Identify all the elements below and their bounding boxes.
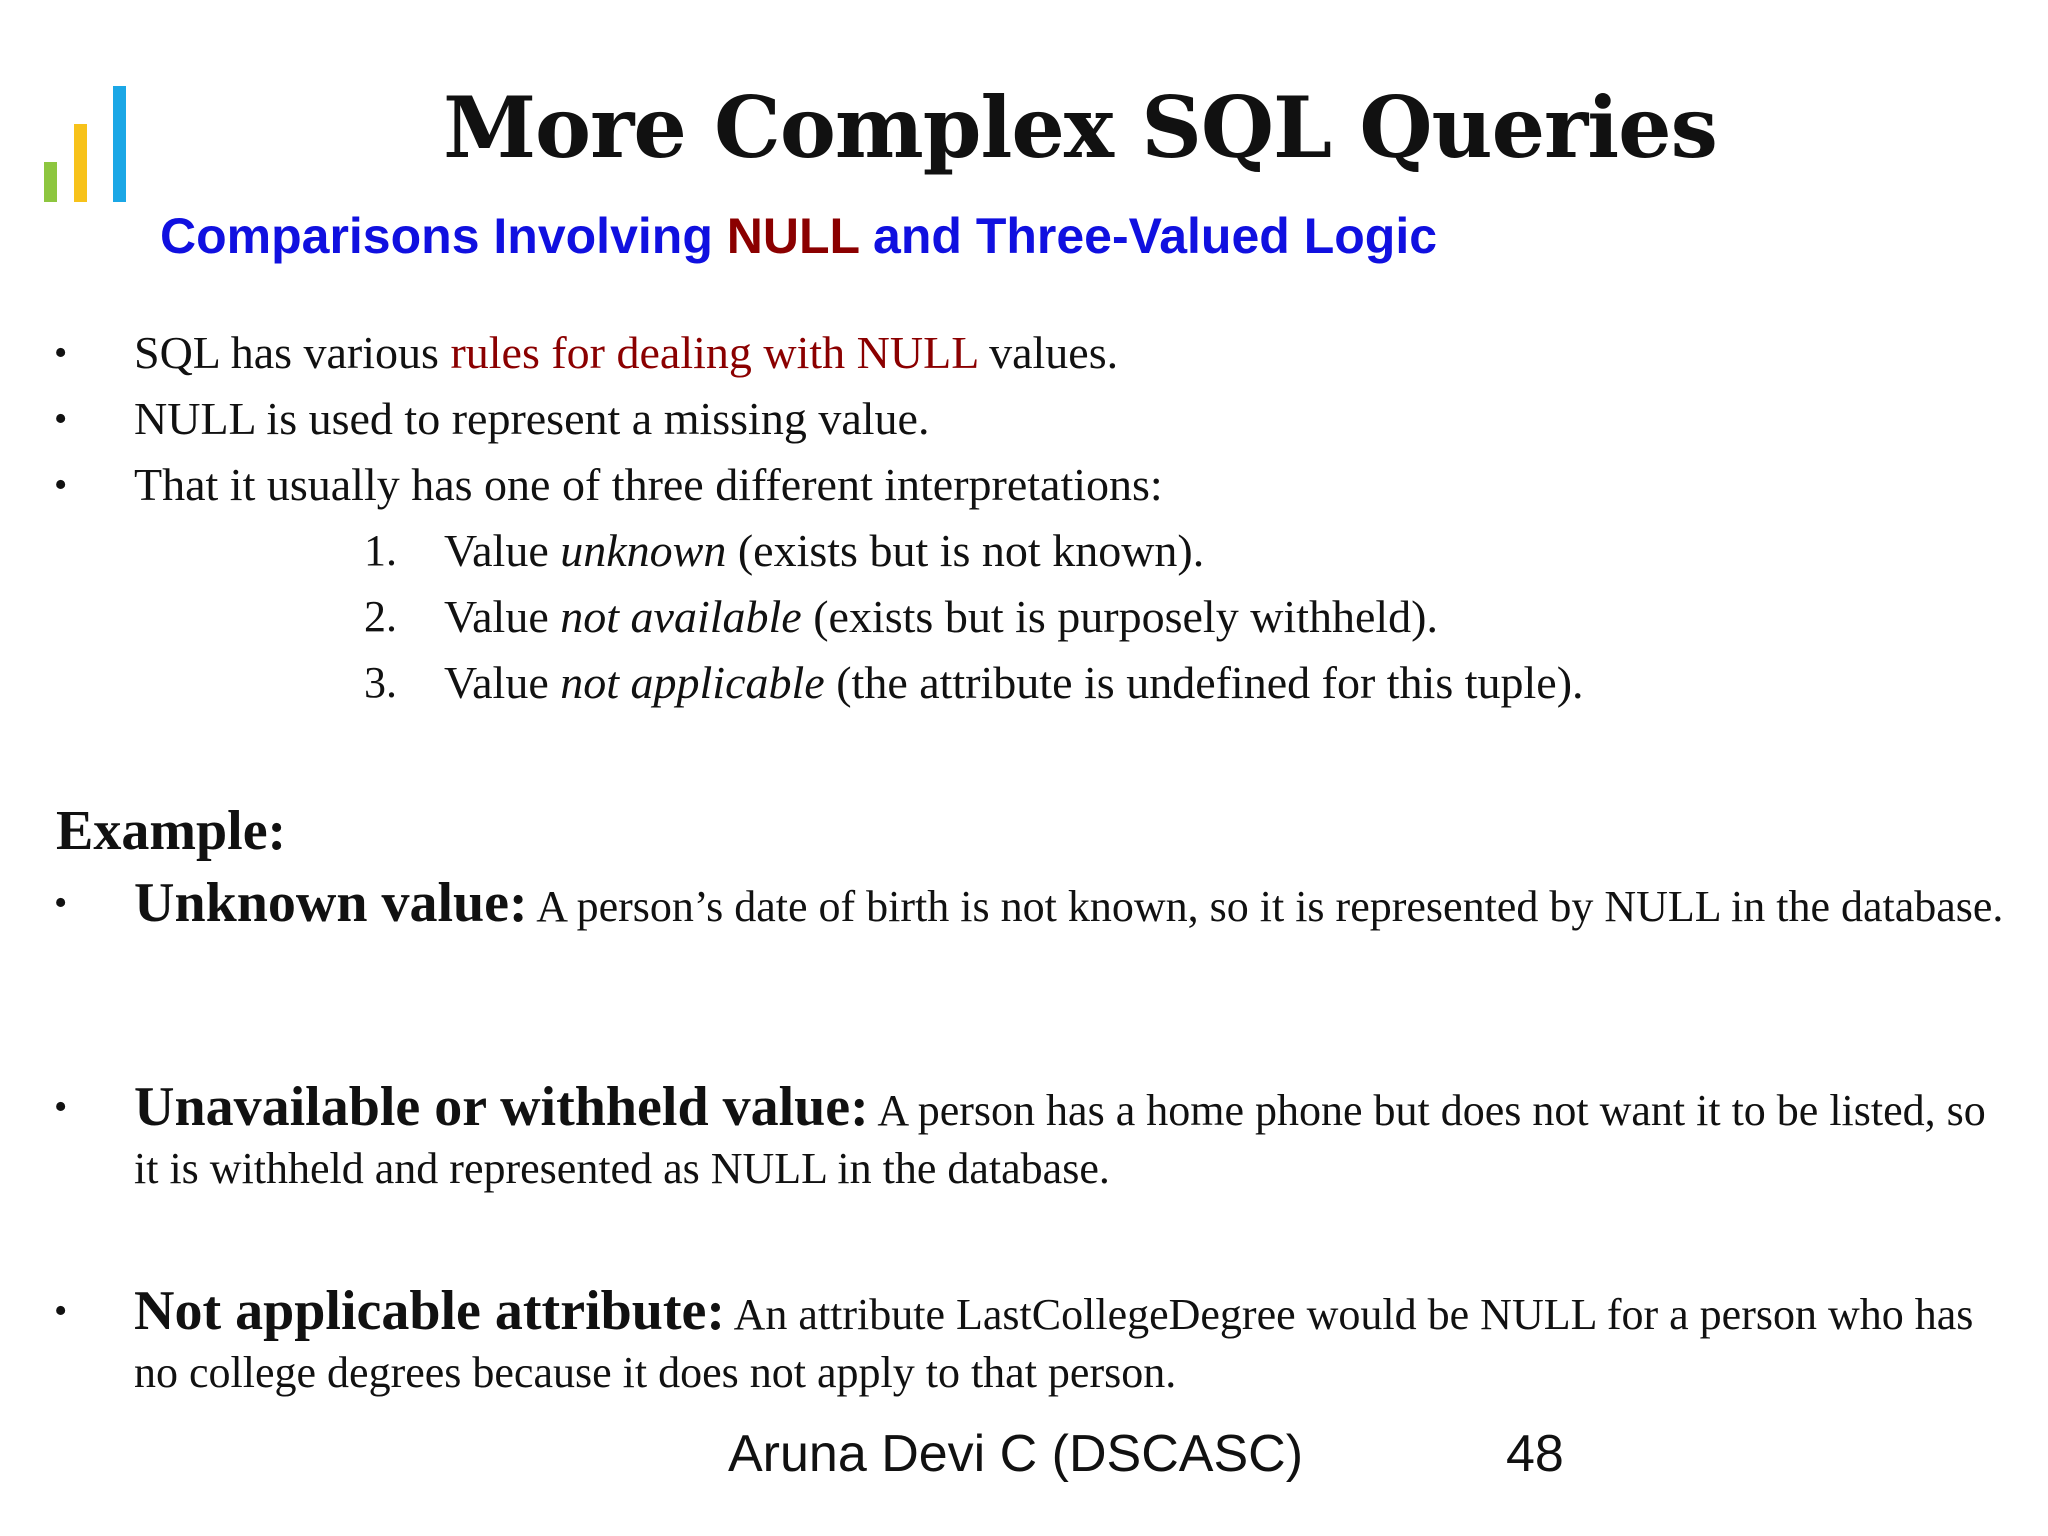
footer-author: Aruna Devi C (DSCASC) — [728, 1425, 1304, 1483]
bar-chart-logo-icon — [44, 86, 134, 202]
example-withheld-value — [134, 1078, 2014, 1198]
bullet-missing-value: NULL is used to represent a missing value. — [134, 393, 930, 444]
example-term: Unavailable or withheld value: — [134, 1076, 869, 1138]
bullet-dot: • — [54, 332, 68, 374]
interpretation-post: (exists but is not known). — [726, 525, 1205, 576]
interpretation-number: 1. — [364, 526, 397, 575]
interpretation-post: (the attribute is undefined for this tuple). — [824, 657, 1584, 708]
example-text: An attribute LastCollegeDegree would be NULL for a person who has no college degrees because it does not apply to that person. — [134, 1290, 1974, 1397]
example-paragraph — [134, 874, 2014, 936]
interpretation-italic: not applicable — [560, 657, 825, 708]
example-paragraph — [134, 1078, 2014, 1198]
bullet-rules — [134, 324, 1118, 382]
interpretation-pre: Value — [444, 657, 561, 708]
bullet-dot: • — [54, 882, 68, 924]
bullet-rules-pre: SQL has various — [134, 327, 451, 378]
bullet-dot: • — [54, 1086, 68, 1128]
interpretation-pre: Value — [444, 591, 561, 642]
interpretation-italic: not available — [560, 591, 802, 642]
interpretation-italic: unknown — [560, 525, 727, 576]
example-term: Unknown value: — [134, 872, 528, 934]
example-text: A person’s date of birth is not known, so it is represented by NULL in the database. — [527, 882, 2004, 931]
example-not-applicable — [134, 1282, 2014, 1402]
bullet-rules-highlight: rules for dealing with NULL — [450, 327, 978, 378]
interpretation-post: (exists but is purposely withheld). — [801, 591, 1438, 642]
interpretation-not-available — [444, 588, 1438, 646]
bullet-rules-post: values. — [977, 327, 1119, 378]
example-term: Not applicable attribute: — [134, 1280, 726, 1342]
footer-page-number: 48 — [1506, 1425, 1564, 1483]
example-paragraph — [134, 1282, 2014, 1402]
subtitle-null: NULL — [726, 208, 860, 264]
bullet-interpretations: That it usually has one of three different interpretations: — [134, 459, 1163, 510]
example-heading: Example: — [56, 800, 287, 862]
subtitle-part1: Comparisons Involving — [160, 208, 727, 264]
logo-bar-blue — [113, 86, 126, 202]
logo-bar-green — [44, 162, 57, 202]
bullet-dot: • — [54, 398, 68, 440]
bullet-dot: • — [54, 1290, 68, 1332]
interpretation-not-applicable — [444, 654, 1584, 712]
slide-subtitle — [160, 206, 1437, 266]
example-unknown-value — [134, 874, 2014, 936]
slide-title: More Complex SQL Queries — [443, 78, 1717, 177]
logo-bar-yellow — [74, 124, 87, 202]
interpretation-pre: Value — [444, 525, 561, 576]
subtitle-part3: and Three-Valued Logic — [859, 208, 1438, 264]
interpretation-number: 2. — [364, 592, 397, 641]
example-text: A person has a home phone but does not want it to be listed, so it is withheld and represented as NULL in the database. — [134, 1086, 1986, 1193]
interpretation-unknown — [444, 522, 1204, 580]
interpretation-number: 3. — [364, 658, 397, 707]
bullet-dot: • — [54, 464, 68, 506]
